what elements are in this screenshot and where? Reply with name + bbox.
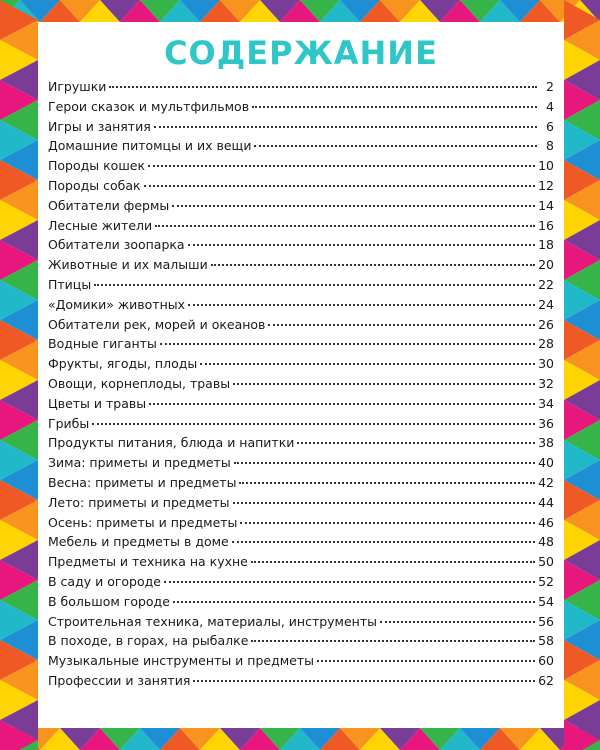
dot-leader [211,264,535,266]
toc-entry-title: Обитатели зоопарка [48,237,185,253]
dot-leader [251,640,535,642]
dot-leader [149,403,535,405]
toc-entry-page-number: 24 [538,296,554,312]
dot-leader [268,324,535,326]
toc-entry-page-number: 4 [546,98,554,114]
toc-entry-title: Герои сказок и мультфильмов [48,98,250,114]
toc-entry[interactable] [48,455,554,475]
toc-entry-page-number: 8 [546,138,554,154]
toc-entry[interactable] [48,99,554,119]
toc-entry[interactable] [48,356,554,376]
dot-leader [233,383,535,385]
toc-entry-title: Животные и их малыши [48,257,208,273]
toc-entry-title: В большом городе [48,593,170,609]
toc-entry-title: Птицы [48,276,92,292]
toc-entry-title: Осень: приметы и предметы [48,514,238,530]
toc-entry-page-number: 44 [538,494,554,510]
toc-entry-title: Предметы и техника на кухне [48,554,248,570]
toc-entry-page-number: 30 [538,356,554,372]
toc-entry-page-number: 56 [538,613,554,629]
toc-entry[interactable] [48,515,554,535]
toc-entry-title: Домашние питомцы и их вещи [48,138,252,154]
toc-entry-title: Лето: приметы и предметы [48,494,230,510]
toc-entry[interactable] [48,119,554,139]
dot-leader [233,502,536,504]
toc-entry-title: Породы кошек [48,158,145,174]
toc-entry-page-number: 10 [538,158,554,174]
toc-entry-page-number: 6 [546,118,554,134]
toc-entry-page-number: 28 [538,336,554,352]
dot-leader [251,561,535,563]
toc-entry-title: Зима: приметы и предметы [48,455,231,471]
toc-entry-title: Игрушки [48,79,107,94]
toc-entry-page-number: 14 [538,197,554,213]
toc-entry-title: Игры и занятия [48,118,151,134]
toc-entry[interactable] [48,633,554,653]
dot-leader [317,660,535,662]
toc-entry[interactable] [48,594,554,614]
dot-leader [148,165,535,167]
toc-entry[interactable] [48,297,554,317]
contents-panel [38,22,564,728]
toc-entry-page-number: 48 [538,534,554,550]
dot-leader [160,343,535,345]
toc-entry-page-number: 62 [538,672,554,688]
dot-leader [164,581,535,583]
dot-leader [94,284,535,286]
toc-entry[interactable] [48,317,554,337]
toc-entry-title: Лесные жители [48,217,153,233]
toc-entry-title: Породы собак [48,177,141,193]
toc-entry-title: Весна: приметы и предметы [48,474,237,490]
toc-entry[interactable] [48,534,554,554]
toc-entry[interactable] [48,336,554,356]
toc-entry[interactable] [48,376,554,396]
toc-entry[interactable] [48,435,554,455]
toc-entry[interactable] [48,198,554,218]
toc-entry-title: «Домики» животных [48,296,186,312]
dot-leader [92,423,535,425]
toc-entry-title: Обитатели фермы [48,197,170,213]
toc-entry[interactable] [48,257,554,277]
toc-entry-title: Профессии и занятия [48,672,191,688]
toc-entry-title: Овощи, корнеплоды, травы [48,375,231,391]
toc-entry-page-number: 20 [538,257,554,273]
dot-leader [234,462,535,464]
toc-entry-title: Продукты питания, блюда и напитки [48,435,295,451]
toc-entry-title: Строительная техника, материалы, инструменты [48,613,378,629]
toc-entry-page-number: 46 [538,514,554,530]
toc-entry-page-number: 50 [538,554,554,570]
toc-entry[interactable] [48,475,554,495]
dot-leader [154,126,537,128]
toc-entry[interactable] [48,416,554,436]
toc-entry-page-number: 42 [538,474,554,490]
table-of-contents [48,79,554,693]
toc-entry[interactable] [48,396,554,416]
dot-leader [144,185,536,187]
toc-entry[interactable] [48,673,554,693]
toc-entry-title: Водные гиганты [48,336,157,352]
toc-entry-page-number: 2 [546,79,554,94]
dot-leader [155,225,535,227]
toc-entry-title: Цветы и травы [48,395,147,411]
toc-entry-page-number: 58 [538,633,554,649]
toc-entry-title: В саду и огороде [48,573,161,589]
dot-leader [188,304,535,306]
toc-entry-page-number: 60 [538,653,554,669]
dot-leader [173,601,535,603]
dot-leader [200,363,535,365]
toc-entry-page-number: 22 [538,276,554,292]
dot-leader [172,205,535,207]
dot-leader [254,145,537,147]
dot-leader [232,541,535,543]
toc-entry[interactable] [48,138,554,158]
toc-entry-title: В походе, в горах, на рыбалке [48,633,249,649]
toc-entry-page-number: 54 [538,593,554,609]
toc-entry-page-number: 38 [538,435,554,451]
dot-leader [193,680,535,682]
toc-entry[interactable] [48,218,554,238]
toc-entry[interactable] [48,237,554,257]
dot-leader [297,442,535,444]
toc-entry[interactable] [48,554,554,574]
toc-entry-page-number: 12 [538,177,554,193]
dot-leader [109,86,537,88]
toc-entry-page-number: 16 [538,217,554,233]
dot-leader [380,621,535,623]
dot-leader [240,522,535,524]
toc-entry[interactable] [48,614,554,634]
toc-entry-page-number: 32 [538,375,554,391]
toc-entry-page-number: 52 [538,573,554,589]
dot-leader [252,106,537,108]
toc-entry[interactable] [48,653,554,673]
toc-entry[interactable] [48,495,554,515]
toc-entry-page-number: 40 [538,455,554,471]
toc-entry[interactable] [48,277,554,297]
toc-entry-title: Грибы [48,415,90,431]
toc-entry-title: Музыкальные инструменты и предметы [48,653,314,669]
toc-entry-title: Мебель и предметы в доме [48,534,229,550]
toc-entry[interactable] [48,574,554,594]
toc-entry[interactable] [48,158,554,178]
toc-entry-title: Фрукты, ягоды, плоды [48,356,198,372]
toc-entry[interactable] [48,178,554,198]
dot-leader [239,482,535,484]
toc-entry-title: Обитатели рек, морей и океанов [48,316,266,332]
toc-entry-page-number: 18 [538,237,554,253]
toc-entry[interactable] [48,79,554,99]
dot-leader [188,244,536,246]
toc-entry-page-number: 36 [538,415,554,431]
page-title: СОДЕРЖАНИЕ [164,34,438,72]
toc-entry-page-number: 34 [538,395,554,411]
toc-entry-page-number: 26 [538,316,554,332]
